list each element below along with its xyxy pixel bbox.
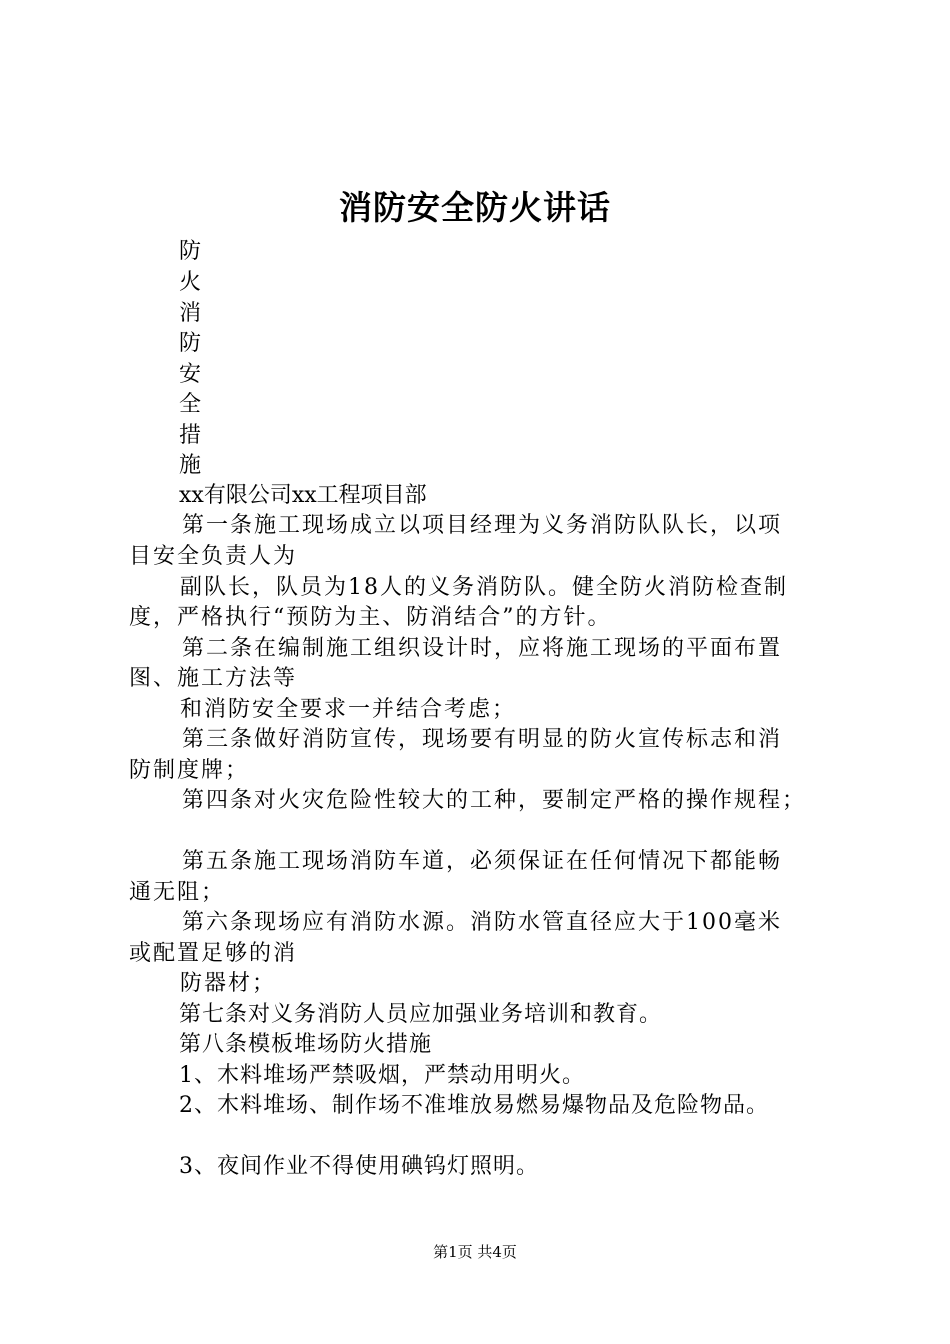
body-line: 防制度牌； [129,758,250,783]
vertical-heading-char: 防 [179,239,202,264]
body-line: 第五条施工现场消防车道，必须保证在任何情况下都能畅 [182,849,783,874]
body-line: 或配置足够的消 [129,941,298,966]
body-line: 目安全负责人为 [129,544,298,569]
body-line: 图、施工方法等 [129,666,298,691]
body-line: 第四条对火灾危险性较大的工种，要制定严格的操作规程； [182,788,807,813]
body-line: 通无阻； [129,880,226,905]
vertical-heading-char: 全 [179,392,202,417]
page-footer: 第1页 共4页 [433,1243,517,1261]
list-item: 1、木料堆场严禁吸烟，严禁动用明火。 [179,1063,585,1088]
body-line: 防器材； [180,971,277,996]
list-item: 3、夜间作业不得使用碘钨灯照明。 [179,1154,539,1179]
company-line: xx有限公司xx工程项目部 [179,483,427,508]
vertical-heading-char: 防 [179,331,202,356]
list-item: 2、木料堆场、制作场不准堆放易燃易爆物品及危险物品。 [179,1093,769,1118]
body-line: 第二条在编制施工组织设计时，应将施工现场的平面布置 [182,636,783,661]
body-line: 第六条现场应有消防水源。消防水管直径应大于100毫米 [182,910,782,935]
vertical-heading-char: 措 [179,423,202,448]
vertical-heading-char: 施 [179,453,202,478]
body-line: 和消防安全要求一并结合考虑； [180,697,517,722]
vertical-heading-char: 安 [179,362,202,387]
body-line: 第八条模板堆场防火措施 [179,1032,433,1057]
document-title: 消防安全防火讲话 [339,188,611,227]
body-line: 副队长，队员为18人的义务消防队。健全防火消防检查制 [180,575,788,600]
body-line: 度，严格执行“预防为主、防消结合”的方针。 [129,605,612,630]
vertical-heading-char: 火 [179,270,202,295]
body-line: 第七条对义务消防人员应加强业务培训和教育。 [179,1002,663,1027]
body-line: 第一条施工现场成立以项目经理为义务消防队队长，以项 [182,513,783,538]
vertical-heading-char: 消 [179,301,202,326]
body-line: 第三条做好消防宣传，现场要有明显的防火宣传标志和消 [182,727,783,752]
